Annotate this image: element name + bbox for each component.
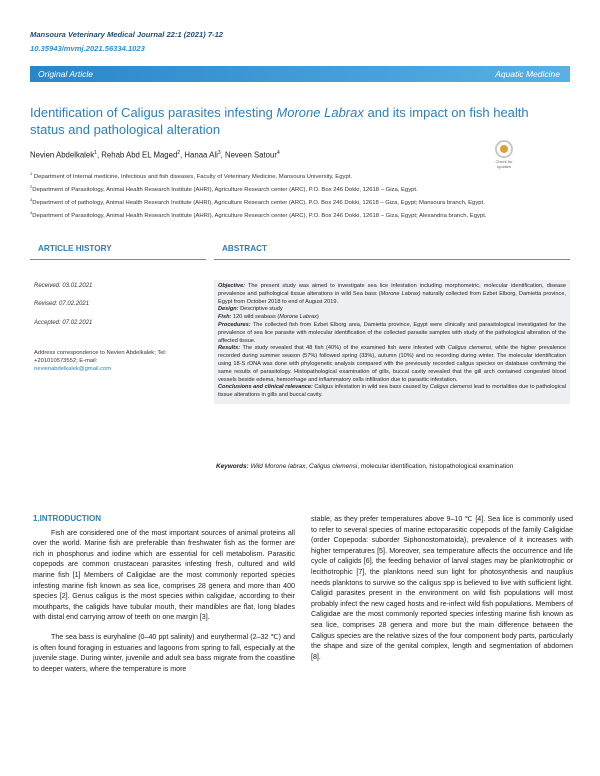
author-name: Neveen Satour bbox=[224, 150, 277, 160]
introduction-heading: 1.INTRODUCTION bbox=[33, 514, 101, 523]
author-list: Nevien Abdelkalek$^1$, Rehab Abd EL Maged$^2$, Hanaa Ali$^3$, Neveen Satour$^4$ bbox=[30, 150, 280, 160]
author-sup: 2 bbox=[177, 150, 181, 156]
correspondence-address bbox=[34, 349, 204, 373]
check-for-updates-badge[interactable] bbox=[489, 140, 519, 172]
intro-paragraph: stable, as they prefer temperatures above 9–10 ℃ [4]. Sea lice is commonly used to refer to several species of marine ectoparasitic copepods of the family Caligidae (order Copepoda: suborder Siphonostomatoida), prevalence of it increases with higher temperatures [5]. Moreover, sea temperature affects the occurrence and life cycle of caligids [6], the feeding behavior of larval stages may be planktotrophic or lecithotrophic [7], the planktons need sun light for photosynthesis and nauplius needs planktons to survive so the caligus spp is believed to live with sufficient light. Caligid parasites present in the environment on wild fish populations will most probably infect the new caged hosts and re-infect wild fish populations. Members of Caligidae are the most commonly reported species infesting marine fish known as sea lice, comprises 28 genera and more but the main difference between the Caligus species are the relative sizes of the four component body parts, particularly the shape and size of the genital complex, length and segmentation of abdomen [8]. bbox=[311, 515, 573, 661]
affiliation-item: $^1$ Department of Internal medicine, Infectious and fish diseases, Faculty of Veterinary Medicine, Mansoura University, Egypt. bbox=[30, 171, 353, 180]
abstract-box bbox=[214, 280, 570, 404]
article-category: Aquatic Medicine bbox=[495, 69, 560, 79]
author-name: Nevien Abdelkalek bbox=[30, 150, 95, 160]
author-sup: 1 bbox=[94, 150, 97, 156]
keywords-label: Keywords: bbox=[216, 463, 249, 470]
abstract-procedures: Procedures: The collected fish from Ezbet Elborg area, Damietta province, Egypt were clinically and parasitological investigated for the prevalence of sea lice parasite with molecular identification of the collected parasite samples with study of the pathological alteration of the affected tissue. bbox=[218, 321, 566, 344]
abstract-design: Design: Descriptive study bbox=[218, 306, 283, 313]
intro-paragraph: The sea bass is euryhaline (0–40 ppt salinity) and eurythermal (2–32 ℃) and is often found foraging in estuaries and lagoons from spring to fall, especially at the juvenile stage. During winter, juvenile and adult sea bass migrate from the coastline to deeper waters, where the temperature is more bbox=[33, 632, 295, 673]
title-species: Morone Labrax bbox=[276, 105, 364, 120]
check-updates-text: Check for updates bbox=[495, 159, 513, 169]
keywords: Keywords: Wild Morone labrax, Caligus clemensi, molecular identification, histopathological examination bbox=[216, 463, 514, 470]
received-date: Received: 03.01.2021 bbox=[34, 283, 93, 289]
article-history-heading: ARTICLE HISTORY bbox=[30, 244, 206, 260]
author-name: Rehab Abd EL Maged bbox=[101, 150, 178, 160]
author-name: Hanaa Ali bbox=[184, 150, 218, 160]
article-title bbox=[30, 104, 530, 138]
abstract-fish: Fish: 120 wild seabass (Morone Labrax) bbox=[218, 314, 319, 321]
author-sup: 3 bbox=[217, 150, 221, 156]
abstract-results: Results: The study revealed that 48 fish (40%) of the examined fish were infested with Caligus clemensi, while the higher prevalence recorded during summer season (57%) followed spring (33%), autumn (10%) and no recording during winter. The molecular identification using 18-S rDNA was done with phylogenetic analysis compared with the previously recorded caligus species on database confirming the same results of parasitology. Histopathological examination of gills, buccal cavity revealed that the gill arch contained congested blood vessels beside edema, hemorrhage and inflammatory cells infiltration due to parasitic infestation. bbox=[218, 345, 567, 383]
check-updates-icon bbox=[495, 140, 513, 158]
correspondence-email[interactable]: nevienabdelkalek@gmail.com bbox=[34, 366, 112, 372]
doi-link[interactable]: 10.35943/mvmj.2021.56334.1023 bbox=[30, 44, 145, 53]
title-part-1: Identification of Caligus parasites infesting bbox=[30, 105, 277, 120]
abstract-heading: ABSTRACT bbox=[214, 244, 570, 260]
intro-left-column bbox=[33, 514, 295, 683]
article-type: Original Article bbox=[38, 69, 93, 79]
affiliation-item: $^4$Department of Parasitology, Animal Health Research Institute (AHRI), Agriculture Research center (ARC), P.O. Box 246 Dokki, 12618 – Giza, Egypt; Alexandria branch, Egypt. bbox=[30, 209, 487, 219]
affiliation-item: $^3$Department of of pathology, Animal Health Research Institute (AHRI), Agriculture Research center (ARC), P.O. Box 246 Dokki, 12618 – Giza, Egypt; Mansoura branch, Egypt. bbox=[30, 196, 485, 206]
accepted-date: Accepted: 07.02.2021 bbox=[34, 320, 93, 326]
intro-right-column bbox=[311, 514, 573, 671]
affiliations bbox=[30, 169, 540, 221]
title-part-2: and its impact on fish health status and pathological alteration bbox=[30, 105, 529, 137]
revised-date: Revised: 07.02.2021 bbox=[34, 301, 90, 307]
intro-paragraph: Fish are considered one of the most important sources of animal proteins all over the world. Marine fish are preferable than freshwater fish as the former are rich in phosphorus and iodine which are essential for cell metabolism. Parasitic copepods are common crustacean parasites infesting fresh, cultured and wild marine fish [1] Members of Caligidae are the most commonly reported species infesting marine fish known as sea lice, comprises 28 genera and more than 400 species [2]. Genus caligus is the most species within caligidae, according to their mouthparts, the caligids have tubular mouth, their mandibles are flat, long blades with distal end carrying arrow of teeth on one margin [3]. bbox=[33, 528, 295, 622]
author-sup: 4 bbox=[276, 150, 280, 156]
affiliation-item: $^2$Department of Parasitology, Animal Health Research Institute (AHRI), Agriculture Research center (ARC), P.O. Box 246 Dokki, 12618 – Giza, Egypt. bbox=[30, 183, 418, 193]
correspondence-text: Address correspondence to Nevien Abdelkalek; Tel: +201010573552; E-mail: bbox=[34, 350, 167, 364]
article-banner bbox=[30, 66, 570, 82]
journal-citation: Mansoura Veterinary Medical Journal 22:1 (2021) 7-12 bbox=[30, 30, 224, 39]
abstract-objective: Objective: The present study was aimed to investigate sea lice infestation including morphometric, molecular identification, disease prevalence and pathological tissue alterations in wild Sea bass (Morone Labrax) naturally collected from Ezbet Elborg, Damietta province, Egypt from October 2018 to end of August 2019. bbox=[218, 283, 566, 305]
abstract-conclusions: Conclusions and clinical relevance: Caligus infestation in wild sea bass caused by Caligus clemensi lead to mortalities due to pathological tissue alterations in gills and buccal cavity. bbox=[218, 384, 566, 399]
